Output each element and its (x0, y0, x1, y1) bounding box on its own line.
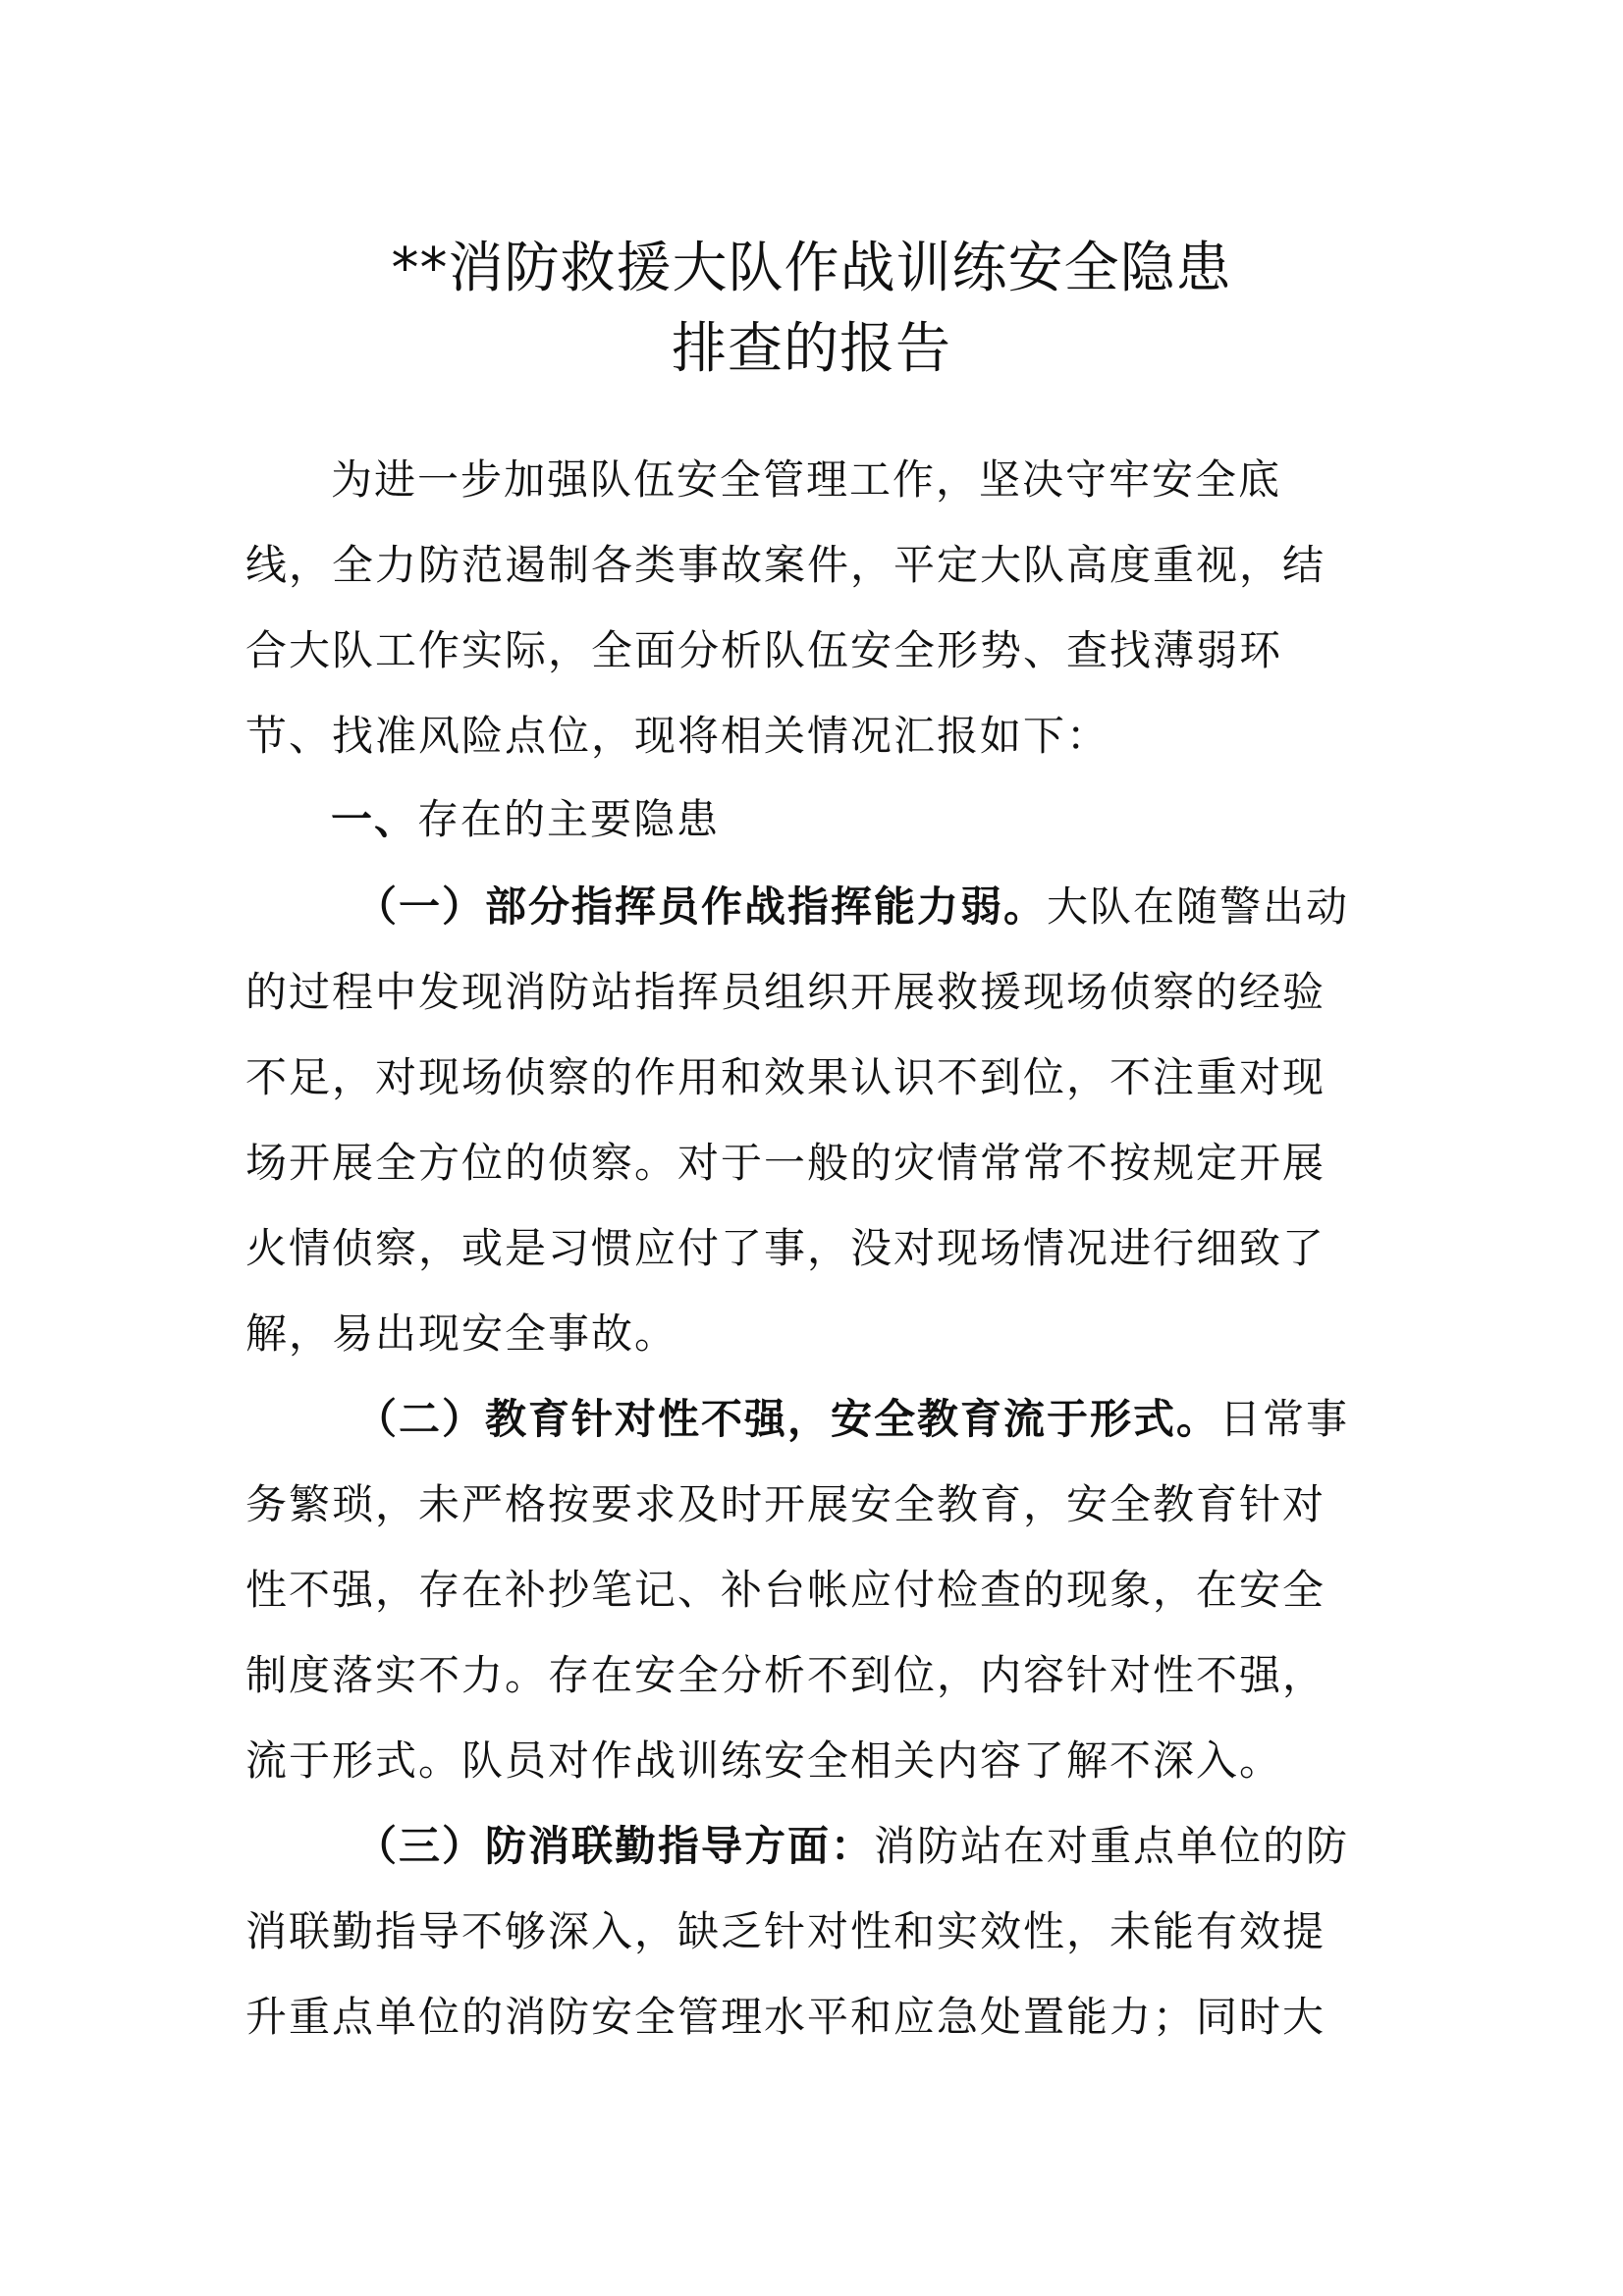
item-2-heading: （二）教育针对性不强，安全教育流于形式。 (355, 1395, 1220, 1443)
item-1-line-5: 火情侦察，或是习惯应付了事，没对现场情况进行细致了 (245, 1224, 1326, 1272)
item-1-line-4: 场开展全方位的侦察。对于一般的灾情常常不按规定开展 (245, 1139, 1326, 1187)
intro-line-4: 节、找准风险点位，现将相关情况汇报如下： (245, 712, 1110, 760)
item-2-line-3: 性不强，存在补抄笔记、补台帐应付检查的现象，在安全 (245, 1566, 1326, 1614)
item-3-text-start: 消防站在对重点单位的防 (874, 1822, 1350, 1870)
item-1-line-6: 解，易出现安全事故。 (245, 1309, 678, 1358)
section-title: 存在的主要隐患 (417, 795, 721, 843)
item-1-line-3: 不足，对现场侦察的作用和效果认识不到位，不注重对现 (245, 1053, 1326, 1101)
intro-line-2: 线，全力防范遏制各类事故案件，平定大队高度重视，结 (245, 541, 1326, 589)
item-2-text-start: 日常事 (1219, 1395, 1350, 1443)
item-2-line-1 (355, 1390, 1349, 1449)
item-3-line-1 (355, 1817, 1349, 1876)
item-1-heading: （一）部分指挥员作战指挥能力弱。 (355, 882, 1048, 931)
item-2-line-2: 务繁琐，未严格按要求及时开展安全教育，安全教育针对 (245, 1480, 1326, 1528)
document-title-line-2: 排查的报告 (672, 317, 951, 381)
section-heading-1 (331, 790, 720, 849)
item-2-line-5: 流于形式。队员对作战训练安全相关内容了解不深入。 (245, 1736, 1283, 1785)
item-1-line-2: 的过程中发现消防站指挥员组织开展救援现场侦察的经验 (245, 968, 1326, 1016)
item-3-line-2: 消联勤指导不够深入，缺乏针对性和实效性，未能有效提 (245, 1907, 1326, 1955)
intro-line-1: 为进一步加强队伍安全管理工作，坚决守牢安全底 (331, 455, 1282, 504)
section-number: 一、 (331, 795, 418, 843)
item-3-line-3: 升重点单位的消防安全管理水平和应急处置能力；同时大 (245, 1993, 1326, 2041)
item-3-heading: （三）防消联勤指导方面： (355, 1822, 875, 1870)
intro-line-3: 合大队工作实际，全面分析队伍安全形势、查找薄弱环 (245, 626, 1283, 674)
document-title-line-1: **消防救援大队作战训练安全隐患 (391, 237, 1232, 300)
item-2-line-4: 制度落实不力。存在安全分析不到位，内容针对性不强， (245, 1651, 1326, 1699)
item-1-text-start: 大队在随警出动 (1047, 882, 1350, 931)
item-1-line-1 (355, 878, 1349, 936)
